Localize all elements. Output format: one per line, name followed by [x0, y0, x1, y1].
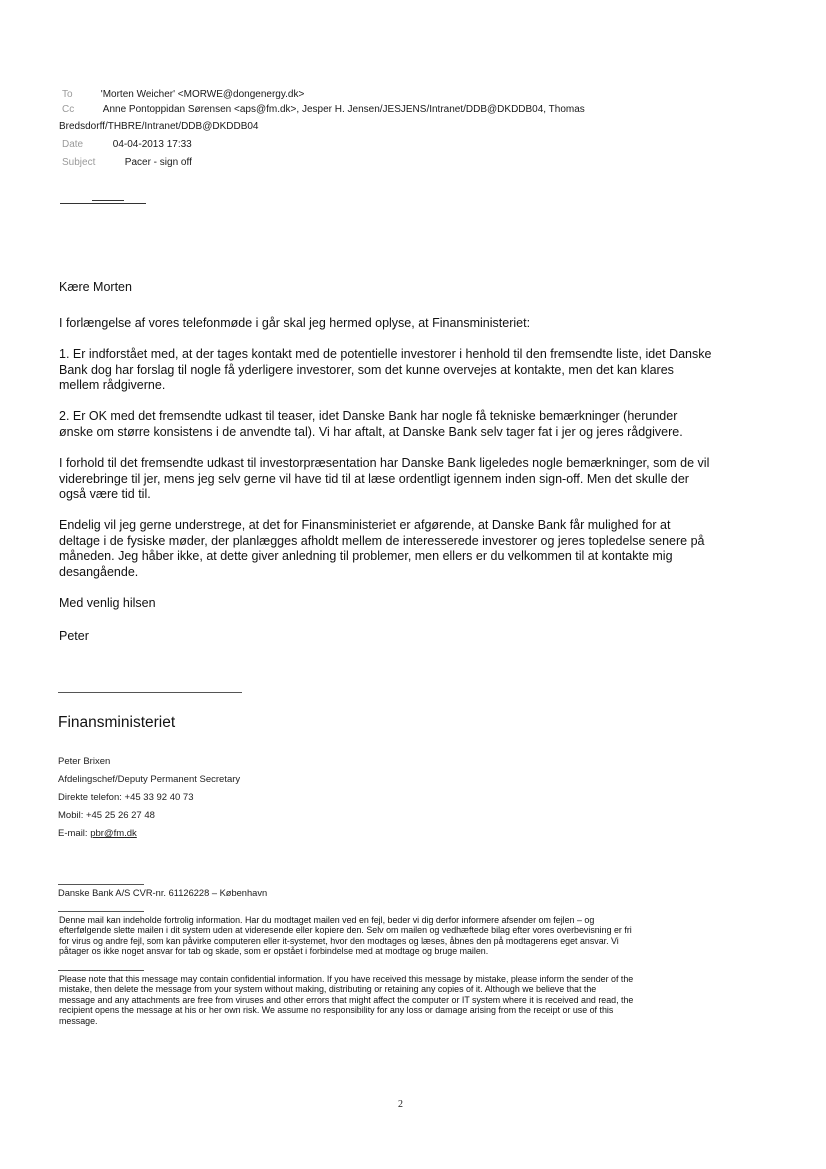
email-body — [59, 280, 759, 645]
disclaimer-english-text: Please note that this message may contain confidential information. If you have received this message by mistake, please inform the sender of the mistake, then delete the message from your system without making, distributing or retaining any copies of it. Although we believe that the message and any attachments are free from viruses and other errors that might affect the computer or IT system where it is received and read, the recipient opens the message at his or her own risk. We assume no responsibility for any loss or damage arising from the receipt or use of this message. — [59, 974, 634, 1026]
footer-divider-1 — [58, 884, 144, 885]
sig-email-row — [58, 828, 137, 840]
date-label: Date — [62, 139, 84, 150]
cc-row — [62, 104, 585, 116]
sig-phone: Direkte telefon: +45 33 92 40 73 — [58, 792, 194, 803]
to-row — [62, 89, 304, 101]
sig-mobile: Mobil: +45 25 26 27 48 — [58, 810, 155, 821]
paragraph-1: 1. Er indforstået med, at der tages kontakt med de potentielle investorer i henhold til den fremsendte liste, idet Danske Bank dog har forslag til nogle få yderligere investorer, som det kunne overvejes at kontakte, men det kan klares mellem rådgiverne. — [59, 347, 712, 393]
org-name: Finansministeriet — [58, 714, 176, 731]
subject-label: Subject — [62, 157, 96, 168]
footer-divider-2 — [58, 911, 144, 912]
paragraph-intro: I forlængelse af vores telefonmøde i går skal jeg hermed oplyse, at Finansministeriet: — [59, 315, 531, 330]
disclaimer-danish-text: Denne mail kan indeholde fortrolig information. Har du modtaget mailen ved en fejl, beder vi dig derfor informere afsender om fejlen – og efterfølgende slette mailen i dit system uden at videresende eller kopiere den. Selv om mailen og vedhæftede bilag efter vores overbevisning er fri for virus og andre fejl, som kan påvirke computeren eller it-systemet, hvor den modtages og læses, åbnes den på modtagerens eget ansvar. Vi påtager os ikke noget ansvar for tab og skade, som er opstået i forbindelse med at modtage og bruge mailen. — [59, 915, 632, 957]
subject-value: Pacer - sign off — [124, 157, 192, 168]
cc-value-line2: Bredsdorff/THBRE/Intranet/DDB@DKDDB04 — [59, 121, 259, 132]
signature-divider — [58, 692, 242, 693]
date-row — [62, 139, 192, 151]
sender-name: Peter — [59, 628, 89, 643]
cc-label: Cc — [62, 104, 75, 115]
footer-divider-3 — [58, 970, 144, 971]
header-divider — [60, 203, 146, 204]
date-value: 04-04-2013 17:33 — [112, 139, 192, 150]
paragraph-2: 2. Er OK med det fremsendte udkast til teaser, idet Danske Bank har nogle få tekniske bemærkninger (herunder ønske om større konsistens i de anvendte tal). Vi har aftalt, at Danske Bank selv tager fat i jer og jeres rådgivere. — [59, 408, 683, 439]
to-value: 'Morten Weicher' <MORWE@dongenergy.dk> — [100, 89, 305, 100]
header-divider-accent — [92, 200, 124, 201]
paragraph-4: Endelig vil jeg gerne understrege, at det for Finansministeriet er afgørende, at Danske Bank får mulighed for at deltage i de fysiske møder, der planlægges afholdt mellem de interesserede investorer og jeres topledelse senere på måneden. Jeg håber ikke, at dette giver anledning til problemer, men ellers er du velkommen til at kontakte mig desangående. — [59, 517, 705, 579]
page-number: 2 — [398, 1099, 403, 1110]
sig-email-label: E-mail: — [58, 828, 88, 839]
cc-value-line1: Anne Pontoppidan Sørensen <aps@fm.dk>, Jesper H. Jensen/JESJENS/Intranet/DDB@DKDDB04, Thomas — [102, 104, 585, 115]
sig-title: Afdelingschef/Deputy Permanent Secretary — [58, 774, 241, 785]
greeting: Kære Morten — [59, 280, 132, 294]
paragraph-3: I forhold til det fremsendte udkast til investorpræsentation har Danske Bank ligeledes nogle bemærkninger, som de vil viderebringe til jer, mens jeg selv gerne vil have tid til at læse ordentligt igennem inden sign-off. Men det skulle der også være tid til. — [59, 456, 710, 502]
sig-name: Peter Brixen — [58, 756, 111, 767]
sig-email-link[interactable]: pbr@fm.dk — [90, 828, 137, 839]
closing: Med venlig hilsen — [59, 596, 156, 611]
bank-line: Danske Bank A/S CVR-nr. 61126228 – København — [58, 888, 268, 898]
disclaimer-english — [59, 974, 759, 1026]
subject-row — [62, 157, 192, 169]
to-label: To — [62, 89, 73, 100]
disclaimer-danish — [59, 915, 759, 957]
